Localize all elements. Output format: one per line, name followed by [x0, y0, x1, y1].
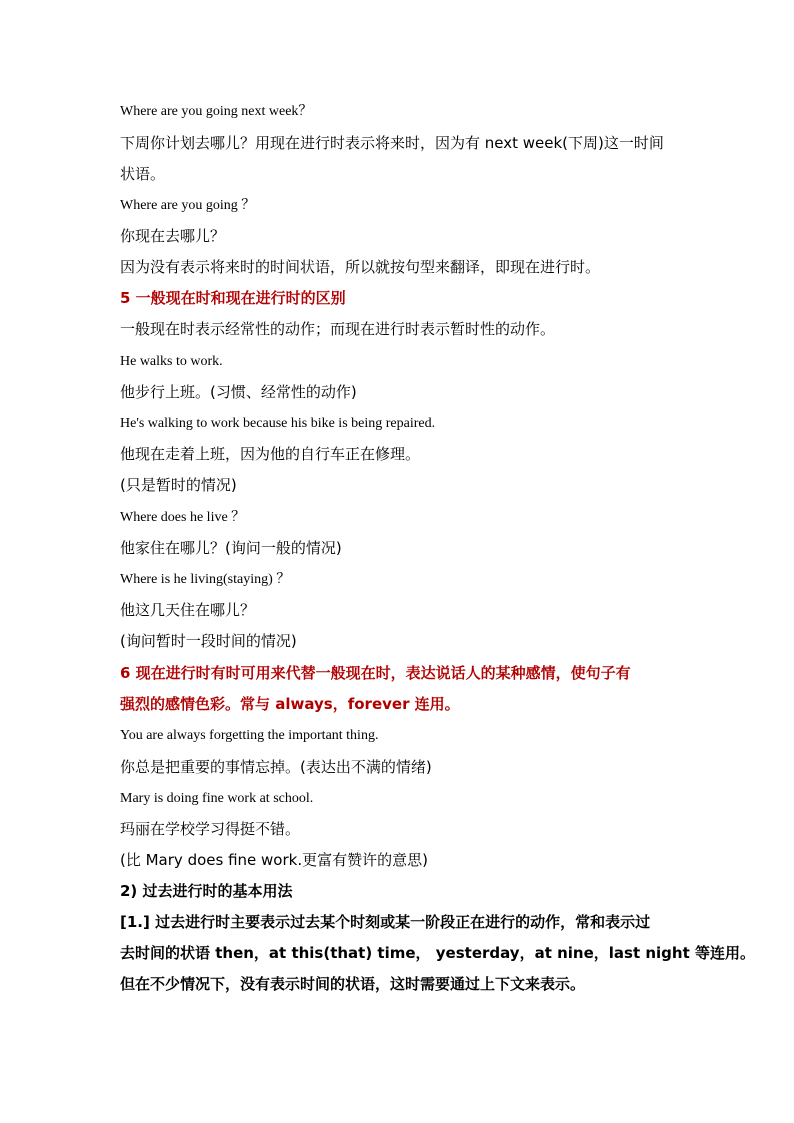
- example-sentence: He walks to work.: [120, 354, 223, 369]
- example-sentence: You are always forgetting the important thing.: [120, 728, 379, 743]
- translation-text: 你总是把重要的事情忘掉。(表达出不满的情绪): [120, 758, 432, 776]
- explanation-text: 因为没有表示将来时的时间状语，所以就按句型来翻译，即现在进行时。: [120, 258, 601, 276]
- example-sentence: Where does he live ？: [120, 510, 246, 525]
- note-text: (询问暂时一段时间的情况): [120, 632, 297, 650]
- translation-text: 他家住在哪儿？(询问一般的情况): [120, 539, 342, 557]
- translation-text: 他现在走着上班，因为他的自行车正在修理。: [120, 445, 421, 463]
- translation-text: 他这几天住在哪儿？: [120, 601, 256, 619]
- note-text: (只是暂时的情况): [120, 476, 237, 494]
- example-sentence: Where is he living(staying) ？: [120, 572, 291, 587]
- rule-text-bold: 但在不少情况下，没有表示时间的状语，这时需要通过上下文来表示。: [120, 975, 586, 993]
- note-text: (比 Mary does fine work.更富有赞许的意思): [120, 851, 428, 869]
- example-sentence: Where are you going ？: [120, 198, 256, 213]
- rule-text-bold: [1.] 过去进行时主要表示过去某个时刻或某一阶段正在进行的动作，常和表示过: [120, 913, 651, 931]
- translation-text: 他步行上班。(习惯、经常性的动作): [120, 383, 357, 401]
- explanation-text: 下周你计划去哪儿？用现在进行时表示将来时，因为有 next week(下周)这一时间: [120, 134, 664, 152]
- translation-text: 你现在去哪儿？: [120, 227, 226, 245]
- rule-text-bold: 去时间的状语 then，at this(that) time， yesterday，at nine，last night 等连用。: [120, 944, 755, 962]
- subsection-heading: 2) 过去进行时的基本用法: [120, 882, 293, 900]
- section-heading-6-continued: 强烈的感情色彩。常与 always，forever 连用。: [120, 695, 460, 713]
- example-sentence: Where are you going next week？: [120, 104, 313, 119]
- explanation-text: 状语。: [120, 165, 166, 183]
- section-heading-6: 6 现在进行时有时可用来代替一般现在时，表达说话人的某种感情，使句子有: [120, 664, 631, 682]
- translation-text: 玛丽在学校学习得挺不错。: [120, 820, 301, 838]
- example-sentence: He's walking to work because his bike is being repaired.: [120, 416, 436, 431]
- explanation-text: 一般现在时表示经常性的动作；而现在进行时表示暂时性的动作。: [120, 320, 556, 338]
- section-heading-5: 5 一般现在时和现在进行时的区别: [120, 289, 346, 307]
- example-sentence: Mary is doing fine work at school.: [120, 791, 314, 806]
